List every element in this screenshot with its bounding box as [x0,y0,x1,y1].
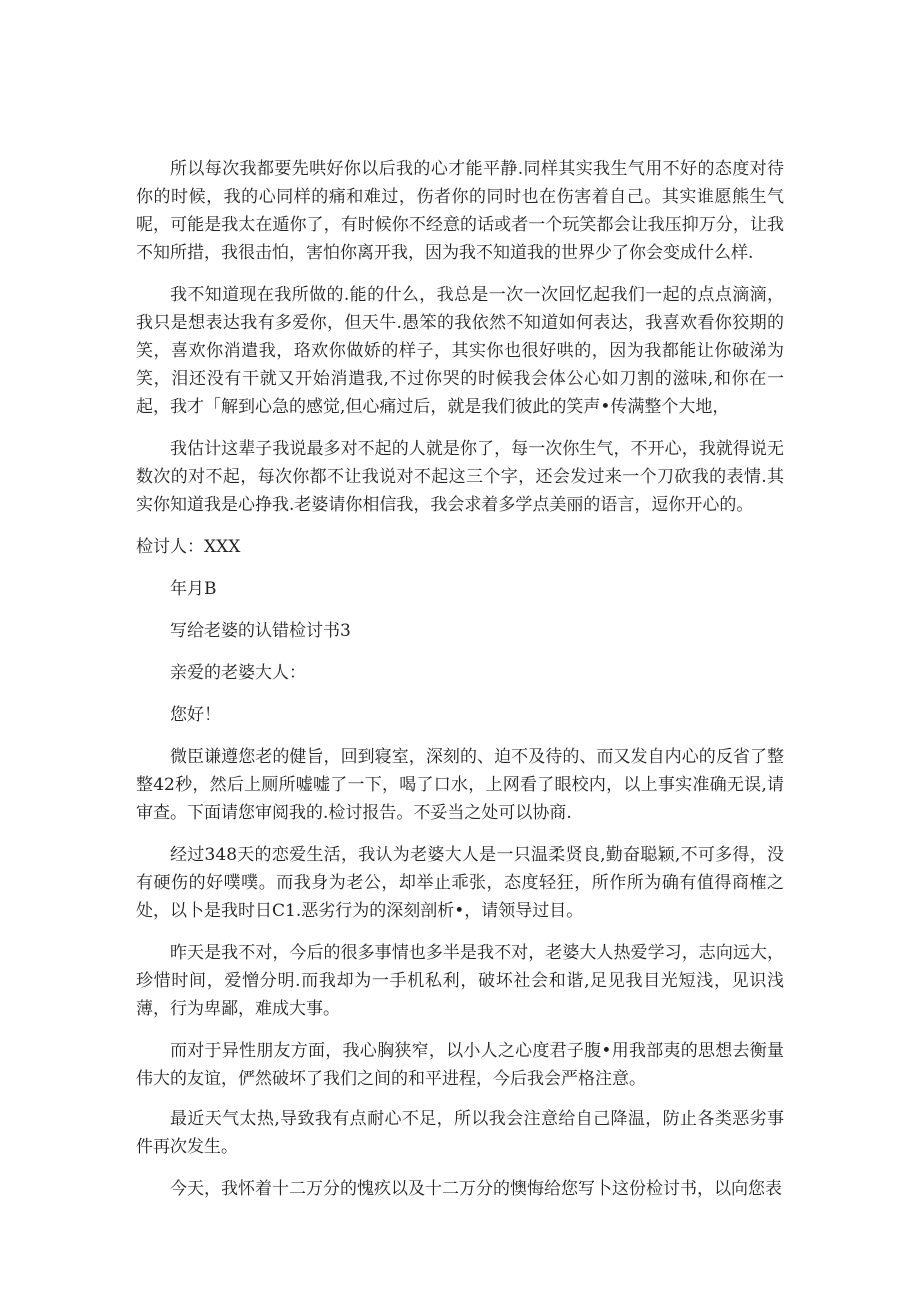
greeting: 您好！ [170,705,221,725]
paragraph: 最近天气太热,导致我有点耐心不足，所以我会注意给自己降温，防止各类恶劣事件再次发生。 [136,1109,784,1157]
section-title: 写给老婆的认错检讨书3 [170,621,351,641]
paragraph: 昨天是我不对，今后的很多事情也多半是我不对，老婆大人热爱学习，志向远大，珍惜时间，爱憎分明.而我却为一手机私利，破坏社会和谐,足见我目光短浅，见识浅薄，行为卑鄙，难成大事。 [136,943,784,1019]
paragraph: 我估计这辈子我说最多对不起的人就是你了，每一次你生气，不开心，我就得说无数次的对不起，每次你都不让我说对不起这三个字，还会发过来一个刀砍我的表情.其实你知道我是心挣我.老婆请你相信我，我会求着多学点美丽的语言，逗你开心的。 [136,439,784,515]
reviewer-signature: 检讨人：XXX [136,537,241,557]
paragraph: 我不知道现在我所做的.能的什么，我总是一次一次回忆起我们一起的点点滴滴，我只是想表达我有多爱你，但天牛.愚笨的我依然不知道如何表达，我喜欢看你狡期的笑，喜欢你消遣我，珞欢你做娇的样子，其实你也很好哄的，因为我都能让你破涕为笑，泪还没有干就又开始消遣我,不过你哭的时候我会体公心如刀割的滋味,和你在一起，我才「解到心急的感觉,但心痛过后，就是我们彼此的笑声•传满整个大地， [136,285,784,417]
paragraph: 经过348天的恋爱生活，我认为老婆大人是一只温柔贤良,勤奋聪颖,不可多得，没有硬伤的好噗噗。而我身为老公，却举止乖张，态度轻狂，所作所为确有值得商榷之处，以卜是我时日C1.恶劣行为的深刻剖析•，请领导过目。 [136,845,784,921]
paragraph: 而对于异性朋友方面，我心胸狭窄，以小人之心度君子腹•用我部夷的思想去衡量伟大的友谊，俨然破坏了我们之间的和平进程，今后我会严格注意。 [136,1041,784,1089]
date-line: 年月B [170,579,217,599]
salutation: 亲爱的老婆大人： [170,663,306,683]
paragraph: 今天，我怀着十二万分的愧疚以及十二万分的懊悔给您写卜这份检讨书，以向您表 [170,1179,782,1199]
paragraph: 所以每次我都要先哄好你以后我的心才能平静.同样其实我生气用不好的态度对待你的时候，我的心同样的痛和难过，伤者你的同时也在伤害着自己。其实谁愿熊生气呢，可能是我太在遁你了，有时候你不经意的话或者一个玩笑都会让我压抑万分，让我不知所措，我很击怕，害怕你离开我，因为我不知道我的世界少了你会变成什么样. [136,159,784,263]
document-body [136,155,784,1203]
paragraph: 微臣谦遵您老的健旨，回到寝室，深刻的、迫不及待的、而又发自内心的反省了整整42秒，然后上厕所嘘嘘了一下，喝了口水，上网看了眼校内，以上事实准确无误,请审查。下面请您审阅我的.检讨报告。不妥当之处可以协商. [136,747,784,823]
